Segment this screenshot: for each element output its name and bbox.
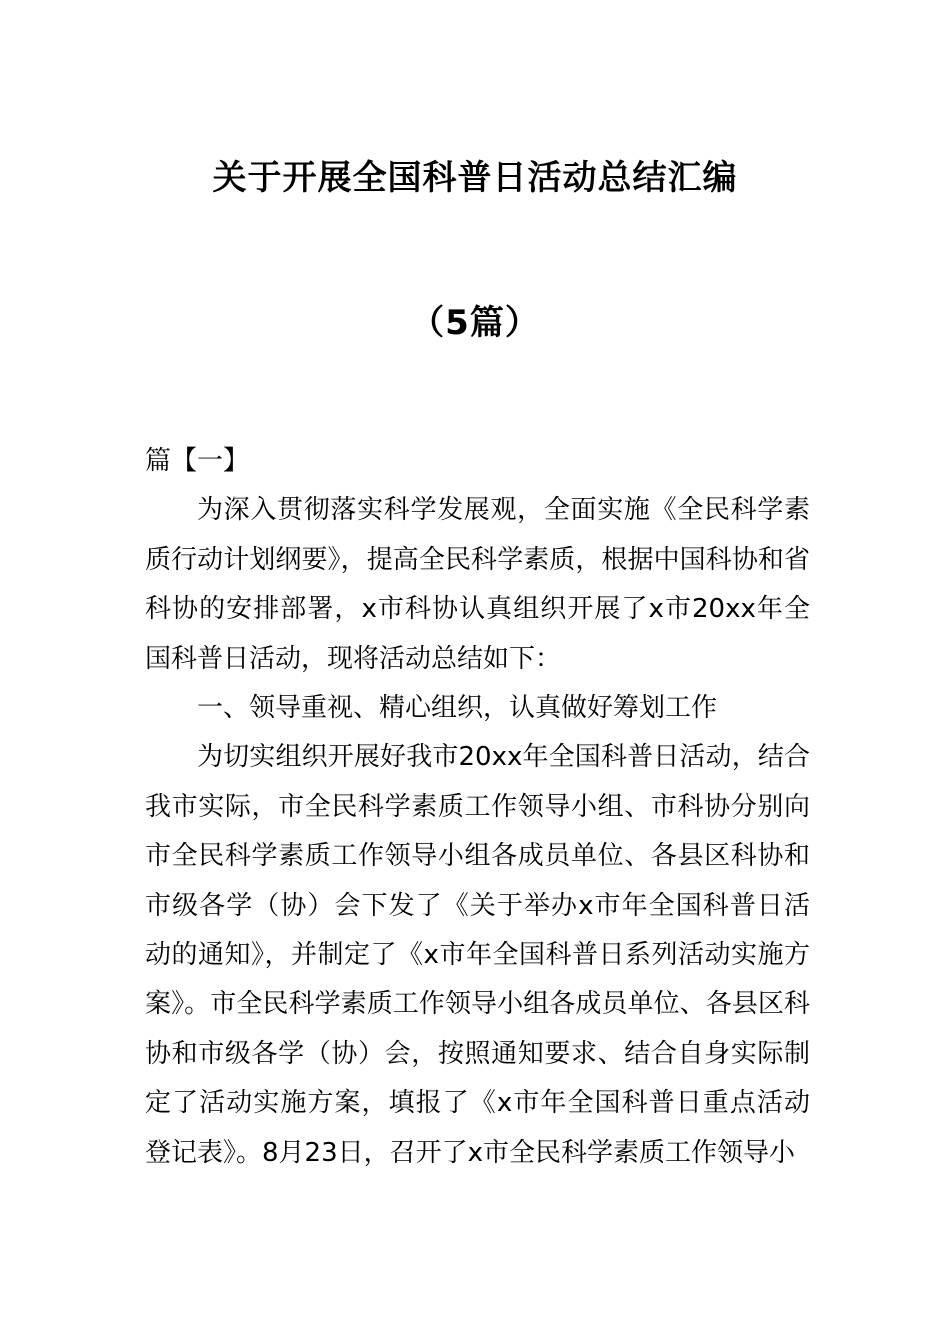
- document-body: [145, 437, 810, 1178]
- heading-section-one: 一、领导重视、精心组织，认真做好筹划工作: [197, 693, 718, 724]
- section-label: 篇【一】: [145, 446, 250, 476]
- document-title: 关于开展全国科普日活动总结汇编: [212, 158, 738, 198]
- paragraph-section-one: 为切实组织开展好我市20xx年全国科普日活动，结合我市实际，市全民科学素质工作领导小组、市科协分别向市全民科学素质工作领导小组各成员单位、各县区科协和市级各学（协）会下发了《关于举办x市年全国科普日活动的通知》，并制定了《x市年全国科普日系列活动实施方案》。市全民科学素质工作领导小组各成员单位、各县区科协和市级各学（协）会，按照通知要求、结合自身实际制定了活动实施方案，填报了《x市年全国科普日重点活动登记表》。8月23日，召开了x市全民科学素质工作领导小: [145, 742, 810, 1168]
- paragraph-intro: 为深入贯彻落实科学发展观，全面实施《全民科学素质行动计划纲要》，提高全民科学素质，根据中国科协和省科协的安排部署，x市科协认真组织开展了x市20xx年全国科普日活动，现将活动总结如下：: [145, 495, 810, 674]
- document-subtitle: （5篇）: [410, 303, 540, 343]
